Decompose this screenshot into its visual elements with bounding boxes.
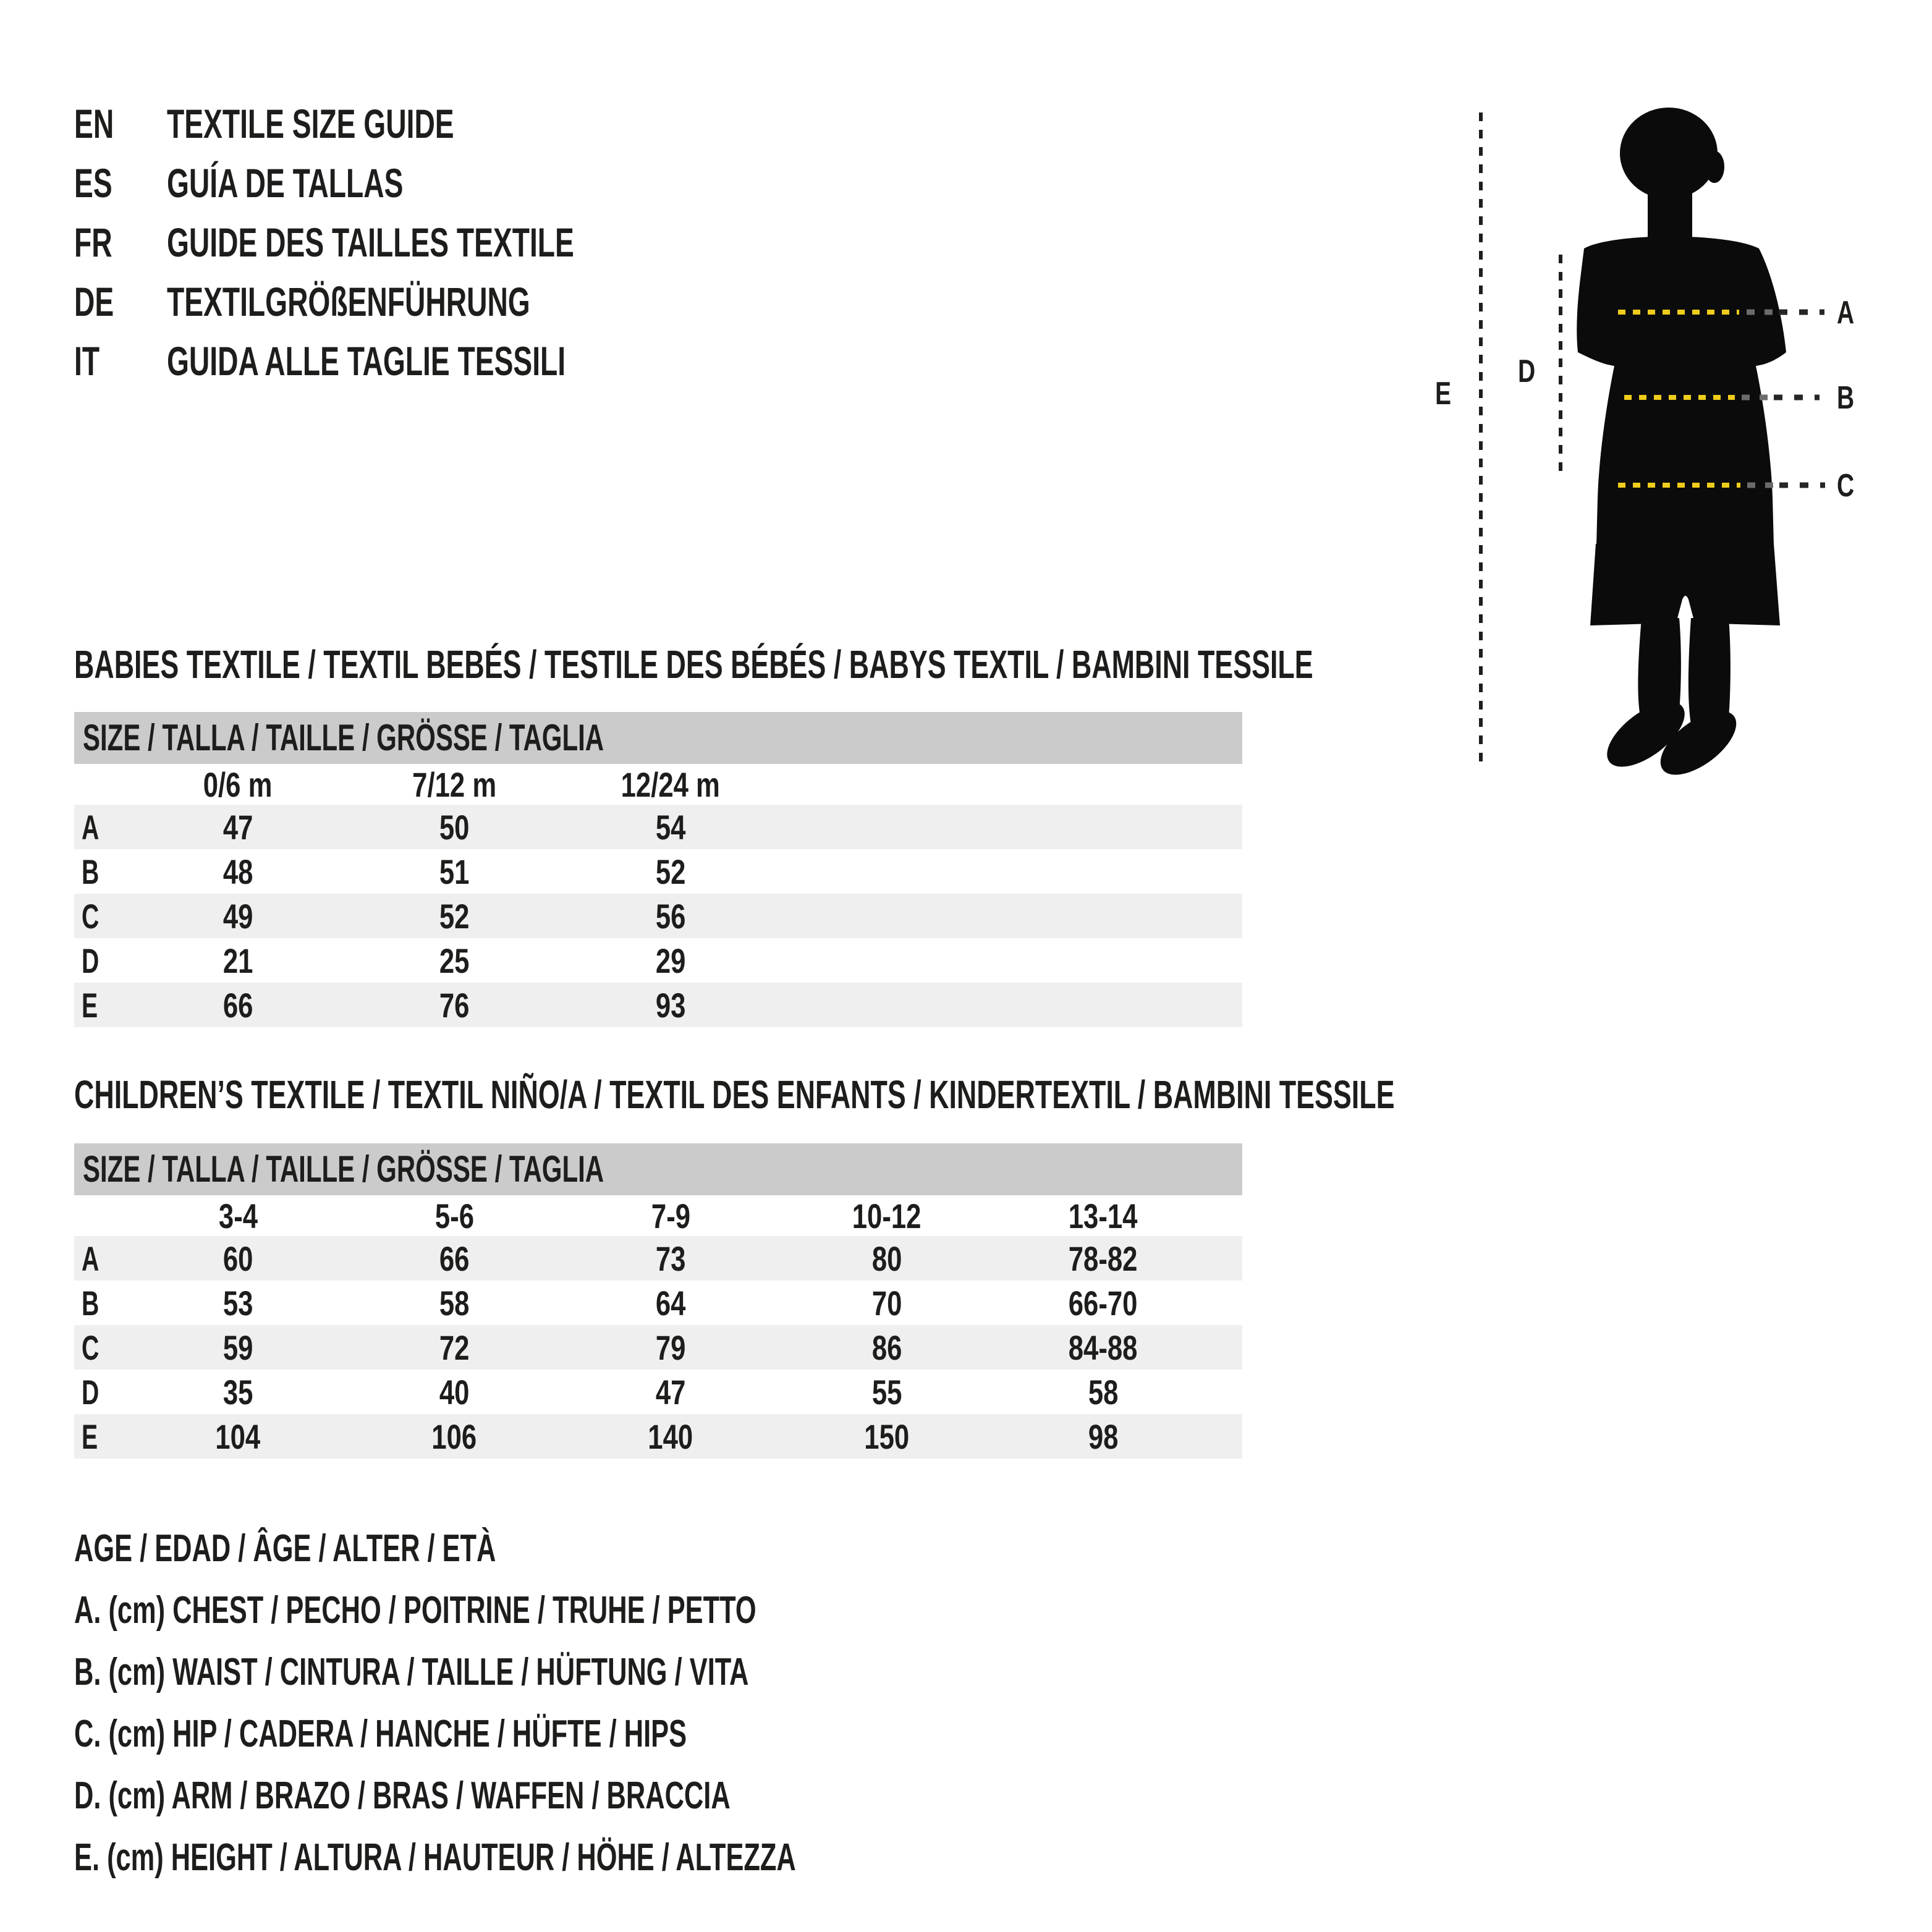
header-line-en xyxy=(74,94,748,153)
row-label: A xyxy=(82,807,100,847)
table-row: D 35 40 47 55 58 xyxy=(74,1370,1242,1414)
children-column-header-row xyxy=(74,1195,1242,1236)
row-label: B xyxy=(82,1283,100,1323)
legend-age: AGE / EDAD / ÂGE / ALTER / ETÀ xyxy=(74,1527,496,1570)
table-row: E 66 76 93 xyxy=(74,983,1242,1027)
table-row: C 59 72 79 86 84-88 xyxy=(74,1325,1242,1370)
babies-col-12-24m: 12/24 m xyxy=(621,765,721,804)
children-size-header: SIZE / TALLA / TAILLE / GRÖSSE / TAGLIA xyxy=(83,1148,604,1190)
language-code-de: DE xyxy=(74,279,114,324)
babies-col-7-12m: 7/12 m xyxy=(412,765,496,804)
child-silhouette-icon xyxy=(1409,87,1932,803)
guide-title-it: GUIDA ALLE TAGLIE TESSILI xyxy=(167,338,566,384)
guide-title-es: GUÍA DE TALLAS xyxy=(167,160,404,206)
row-label: D xyxy=(82,1372,100,1412)
row-label: E xyxy=(82,985,98,1025)
table-row: D 21 25 29 xyxy=(74,938,1242,983)
babies-col-0-6m: 0/6 m xyxy=(203,765,273,804)
children-col-3-4: 3-4 xyxy=(218,1196,258,1235)
children-size-table xyxy=(74,1195,1242,1459)
legend-waist: B. (cm) WAIST / CINTURA / TAILLE / HÜFTUNG / VITA xyxy=(74,1651,749,1693)
babies-size-header: SIZE / TALLA / TAILLE / GRÖSSE / TAGLIA xyxy=(83,717,604,758)
header-line-it xyxy=(74,331,748,391)
table-row: B 53 58 64 70 66-70 xyxy=(74,1281,1242,1325)
label-d-arm: D xyxy=(1518,352,1536,389)
babies-size-table xyxy=(74,764,1242,1027)
header-line-fr xyxy=(74,213,748,272)
label-a-chest: A xyxy=(1837,294,1855,331)
guide-title-en: TEXTILE SIZE GUIDE xyxy=(167,101,454,146)
language-code-fr: FR xyxy=(74,219,112,265)
table-row: A 47 50 54 xyxy=(74,805,1242,849)
label-c-hip: C xyxy=(1837,467,1855,504)
row-label: A xyxy=(82,1239,100,1278)
measurement-diagram xyxy=(1409,87,1932,803)
language-code-es: ES xyxy=(74,160,112,206)
legend-arm: D. (cm) ARM / BRAZO / BRAS / WAFFEN / BRACCIA xyxy=(74,1774,731,1817)
language-code-it: IT xyxy=(74,338,100,384)
guide-title-fr: GUIDE DES TAILLES TEXTILE xyxy=(167,219,574,265)
label-b-waist: B xyxy=(1837,379,1855,416)
table-row: A 60 66 73 80 78-82 xyxy=(74,1236,1242,1281)
label-e-height: E xyxy=(1435,375,1452,412)
table-row: E 104 106 140 150 98 xyxy=(74,1414,1242,1459)
language-code-en: EN xyxy=(74,101,114,146)
row-label: C xyxy=(82,896,100,936)
babies-column-header-row xyxy=(74,764,1242,805)
children-col-5-6: 5-6 xyxy=(434,1196,474,1235)
legend-chest: A. (cm) CHEST / PECHO / POITRINE / TRUHE / PETTO xyxy=(74,1589,756,1632)
children-col-7-9: 7-9 xyxy=(651,1196,690,1235)
row-label: D xyxy=(82,941,100,980)
language-header-block xyxy=(74,94,748,391)
babies-section-title: BABIES TEXTILE / TEXTIL BEBÉS / TESTILE DES BÉBÉS / BABYS TEXTIL / BAMBINI TESSILE xyxy=(74,642,1313,687)
children-col-13-14: 13-14 xyxy=(1069,1196,1138,1235)
row-label: E xyxy=(82,1417,98,1456)
table-row: C 49 52 56 xyxy=(74,894,1242,938)
measurement-legend xyxy=(74,1518,1105,1889)
guide-title-de: TEXTILGRÖßENFÜHRUNG xyxy=(167,279,530,324)
row-label: C xyxy=(82,1328,100,1367)
children-col-10-12: 10-12 xyxy=(852,1196,922,1235)
table-row: B 48 51 52 xyxy=(74,849,1242,894)
legend-height: E. (cm) HEIGHT / ALTURA / HAUTEUR / HÖHE / ALTEZZA xyxy=(74,1836,796,1879)
row-label: B xyxy=(82,852,100,891)
legend-hip: C. (cm) HIP / CADERA / HANCHE / HÜFTE / HIPS xyxy=(74,1713,687,1755)
children-section-title: CHILDREN’S TEXTILE / TEXTIL NIÑO/A / TEXTIL DES ENFANTS / KINDERTEXTIL / BAMBINI TESSILE xyxy=(74,1072,1395,1117)
header-line-es xyxy=(74,153,748,213)
header-line-de xyxy=(74,272,748,331)
